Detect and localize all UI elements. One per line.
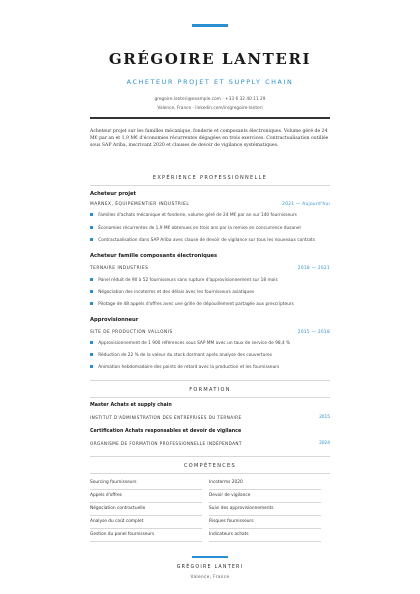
skills-heading: COMPÉTENCES bbox=[184, 463, 236, 469]
job-bullet: Contractualisation dans SAP Ariba avec clause de devoir de vigilance sur tous les nouveaux contrats bbox=[90, 238, 330, 243]
bullet-square-icon bbox=[90, 302, 93, 305]
job-company: MARNEX, ÉQUIPEMENTIER INDUSTRIEL bbox=[90, 202, 190, 207]
footer-location: Valence, France bbox=[190, 574, 230, 579]
education-year: 2015 bbox=[319, 415, 330, 420]
section-divider bbox=[90, 185, 330, 186]
bullet-square-icon bbox=[90, 290, 93, 293]
section-divider bbox=[90, 473, 330, 474]
bullet-square-icon bbox=[90, 226, 93, 229]
skill-item: Devoir de vigilance bbox=[209, 493, 321, 503]
section-divider bbox=[90, 380, 330, 381]
job-title: Approvisionneur bbox=[90, 317, 139, 323]
job-bullet: Réduction de 22 % de la valeur du stock dormant après analyse des couvertures bbox=[90, 353, 330, 358]
skill-item: Négociation contractuelle bbox=[90, 506, 202, 516]
job-bullet: Pilotage de 48 appels d'offres avec une grille de dépouillement partagée aux prescripteurs bbox=[90, 302, 330, 307]
bullet-square-icon bbox=[90, 238, 93, 241]
bullet-square-icon bbox=[90, 278, 93, 281]
skill-item: Analyse du coût complet bbox=[90, 519, 202, 529]
profile-summary: Acheteur projet sur les familles mécanique, fonderie et composants électroniques. Volume géré de 24 M€ par an et 1,9 M€ d'économies récurrentes dégagées en trois exercices. Contractualisation outillée sous SAP Ariba, inscrivant 2020 et clauses de devoir de vigilance systématiques. bbox=[90, 129, 329, 149]
job-bullet: Familles d'achats mécanique et fonderie, volume géré de 24 M€ par an sur 140 fournisseurs bbox=[90, 213, 330, 218]
section-divider bbox=[90, 456, 330, 457]
job-dates: 2018 — 2021 bbox=[297, 266, 330, 271]
job-bullet: Panel réduit de 90 à 52 fournisseurs sans rupture d'approvisionnement sur 18 mois bbox=[90, 278, 330, 283]
accent-bar-footer bbox=[192, 556, 228, 558]
job-dates: 2021 — Aujourd'hui bbox=[282, 202, 330, 207]
job-title: Acheteur projet bbox=[90, 191, 136, 197]
skill-item: Indicateurs achats bbox=[209, 532, 321, 542]
candidate-name: GRÉGOIRE LANTERI bbox=[108, 50, 312, 68]
job-bullet: Économies récurrentes de 1,9 M€ obtenues en trois ans par la remise en concurrence dusanel bbox=[90, 226, 330, 231]
contact-line: gregoire.lanteri@example.com · +33 6 32 40 11 29 bbox=[154, 97, 266, 102]
skill-item: Incoterms 2020 bbox=[209, 480, 321, 490]
education-heading: FORMATION bbox=[189, 387, 231, 393]
section-divider bbox=[90, 397, 330, 398]
education-year: 2024 bbox=[319, 441, 330, 446]
job-company: TERNAIRE INDUSTRIES bbox=[90, 266, 149, 271]
job-bullet: Animation hebdomadaire des points de retard avec la production et les fournisseurs bbox=[90, 365, 330, 370]
skill-item: Suivi des approvisionnements bbox=[209, 506, 321, 516]
job-company: SITE DE PRODUCTION VALLONIS bbox=[90, 330, 173, 335]
bullet-square-icon bbox=[90, 353, 93, 356]
skill-item: Gestion du panel fournisseurs bbox=[90, 532, 202, 542]
skill-item: Appels d'offres bbox=[90, 493, 202, 503]
bullet-square-icon bbox=[90, 365, 93, 368]
job-title-header: ACHETEUR PROJET ET SUPPLY CHAIN bbox=[126, 78, 294, 86]
experience-heading: EXPÉRIENCE PROFESSIONNELLE bbox=[152, 175, 268, 181]
education-title: Certification Achats responsables et devoir de vigilance bbox=[90, 429, 242, 434]
footer-name: GRÉGOIRE LANTERI bbox=[176, 565, 244, 570]
accent-bar-top bbox=[192, 24, 228, 27]
bullet-square-icon bbox=[90, 341, 93, 344]
skill-item: Sourcing fournisseurs bbox=[90, 480, 202, 490]
job-bullet: Approvisionnement de 1 900 références sous SAP MM avec un taux de service de 98,4 % bbox=[90, 341, 330, 346]
education-title: Master Achats et supply chain bbox=[90, 403, 172, 408]
location-line: Valence, France · linkedin.com/in/gregoire-lanteri bbox=[157, 106, 263, 111]
job-bullet: Négociation des incoterms et des délais avec les fournisseurs asiatiques bbox=[90, 290, 330, 295]
job-dates: 2015 — 2018 bbox=[297, 330, 330, 335]
header-divider bbox=[90, 117, 330, 119]
education-institution: ORGANISME DE FORMATION PROFESSIONNELLE INDÉPENDANT bbox=[90, 441, 242, 446]
bullet-square-icon bbox=[90, 213, 93, 216]
job-title: Acheteur famille composants électroniques bbox=[90, 253, 218, 259]
skill-item: Risques fournisseurs bbox=[209, 519, 321, 529]
education-institution: INSTITUT D'ADMINISTRATION DES ENTREPRISES DU TERNAIRE bbox=[90, 415, 242, 420]
